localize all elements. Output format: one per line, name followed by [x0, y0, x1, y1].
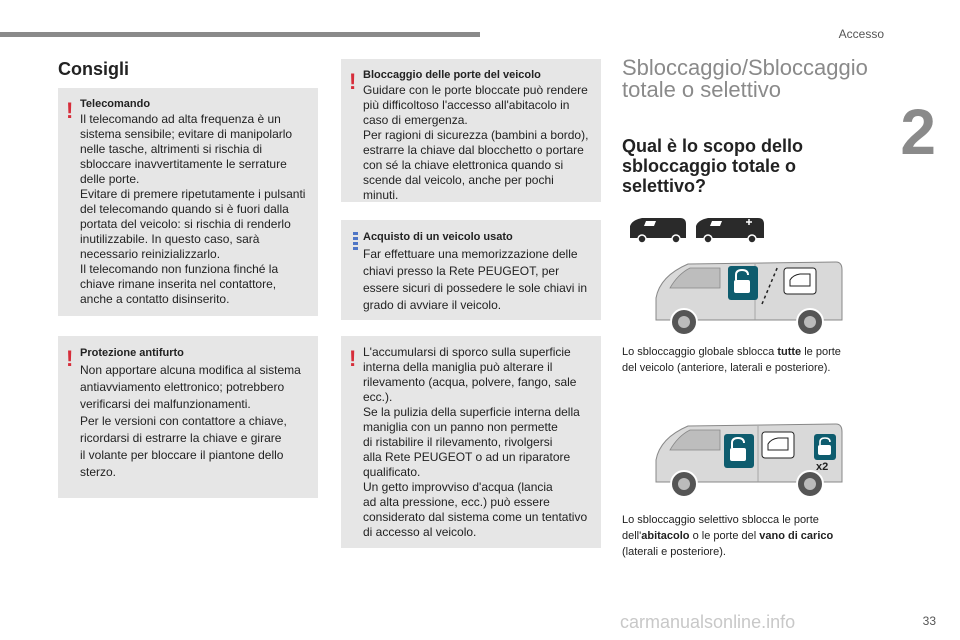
- tip-line: di ristabilire il rilevamento, rivolgersi: [363, 435, 553, 449]
- tip-line: Per le versioni con contattore a chiave,: [80, 414, 287, 428]
- emphasis: vano di carico: [759, 530, 834, 542]
- section-label: Accesso: [838, 27, 884, 41]
- heading-line: sbloccaggio totale o: [622, 156, 797, 176]
- tip-line: di accesso al veicolo.: [363, 525, 477, 539]
- tip-line: ecc.).: [363, 390, 393, 404]
- heading-line: totale o selettivo: [622, 77, 781, 102]
- tip-box-bloccaggio: [341, 59, 601, 202]
- tip-line: sbloccare inavvertitamente le serrature: [80, 157, 287, 171]
- top-rule: [0, 32, 480, 37]
- van-icons: [628, 214, 768, 244]
- tip-line: verificarsi dei malfunzionamenti.: [80, 397, 251, 411]
- tip-line: del telecomando quando si è fuori dalla: [80, 202, 289, 216]
- tip-line: maniglia con un panno non permette: [363, 420, 558, 434]
- tip-line: ricordarsi di estrarre la chiave e girare: [80, 431, 282, 445]
- tip-box-usato: [341, 220, 601, 320]
- tip-line: qualificato.: [363, 465, 421, 479]
- tip-line: chiave rimane inserita nel contattore,: [80, 277, 277, 291]
- tip-line: Il telecomando non funziona finché la: [80, 262, 279, 276]
- tip-line: portata del veicolo: si rischia di renderlo: [80, 217, 291, 231]
- tip-heading: Protezione antifurto: [80, 347, 184, 359]
- key-press-badge: x2: [816, 461, 829, 473]
- warning-icon: !: [349, 346, 357, 371]
- tip-line: Evitare di premere ripetutamente i pulsanti: [80, 187, 306, 201]
- tip-line: antiavviamento elettronico; potrebbero: [80, 380, 285, 394]
- globale-description: Lo sbloccaggio globale sblocca tutte le porte del veicolo (anteriore, laterali e posteriore).: [622, 346, 841, 374]
- tip-line: rilevamento (acqua, polvere, fango, sale: [363, 375, 577, 389]
- tip-box-sporco: [341, 336, 601, 548]
- tip-line: essere sicuri di possedere le sole chiavi in: [363, 281, 588, 295]
- tip-heading: Telecomando: [80, 98, 151, 110]
- car-remote-icon: [762, 432, 794, 458]
- tip-line: anche a contatto disinserito.: [80, 292, 230, 306]
- warning-icon: !: [66, 98, 74, 123]
- question-heading: [622, 136, 852, 196]
- van-selective-unlock-illustration: [650, 420, 845, 502]
- heading-line: Sbloccaggio/Sbloccaggio: [622, 55, 868, 80]
- tip-line: estrarre la chiave dal blocchetto o portare: [363, 143, 584, 157]
- tip-line: ad alta pressione, ecc.) può essere: [363, 495, 550, 509]
- car-remote-icon: [784, 268, 816, 294]
- tip-line: considerato dal sistema come un tentativo: [363, 510, 588, 524]
- tip-box-telecomando: [58, 88, 318, 316]
- info-icon: [353, 232, 358, 252]
- tip-line: L'accumularsi di sporco sulla superficie: [363, 345, 571, 359]
- heading-line: selettivo?: [622, 176, 707, 196]
- tip-line: necessario reinizializzarlo.: [80, 247, 221, 261]
- tip-line: il volante per bloccare il piantone dello: [80, 448, 284, 462]
- tip-line: delle porte.: [80, 172, 140, 186]
- section-heading: [622, 57, 892, 101]
- unlock-icon: [724, 434, 754, 468]
- emphasis: tutte: [777, 346, 802, 358]
- tip-line: Guidare con le porte bloccate può rendere: [363, 83, 588, 97]
- tip-line: alla Rete PEUGEOT o ad un riparatore: [363, 450, 571, 464]
- tip-line: Far effettuare una memorizzazione delle: [363, 247, 578, 261]
- tip-line: nelle tasche, altrimenti si rischia di: [80, 142, 263, 156]
- selettivo-description: Lo sbloccaggio selettivo sblocca le porte dell'abitacolo o le porte del vano di carico (laterali e posteriore).: [622, 514, 834, 558]
- tip-line: interna della maniglia può alterare il: [363, 360, 553, 374]
- unlock-icon: [814, 434, 836, 460]
- tip-line: sterzo.: [80, 465, 117, 479]
- tip-line: più difficoltoso l'accesso all'abitacolo in: [363, 98, 570, 112]
- tip-line: inutilizzabile. In questo caso, sarà: [80, 232, 260, 246]
- heading-line: Qual è lo scopo dello: [622, 136, 804, 156]
- tip-line: scende dal veicolo, anche per pochi: [363, 173, 554, 187]
- van-silhouette-icon: [630, 218, 686, 243]
- tip-line: Il telecomando ad alta frequenza è un: [80, 112, 281, 126]
- tip-box-antifurto: [58, 336, 318, 498]
- tip-line: chiavi presso la Rete PEUGEOT, per: [363, 264, 560, 278]
- warning-icon: !: [349, 69, 357, 94]
- tip-line: con sé la chiave elettronica quando si: [363, 158, 564, 172]
- tip-line: Un getto improvviso d'acqua (lancia: [363, 480, 553, 494]
- tip-heading: Bloccaggio delle porte del veicolo: [363, 69, 541, 81]
- tip-line: grado di avviare il veicolo.: [363, 298, 502, 312]
- watermark: carmanualsonline.info: [620, 612, 796, 632]
- tip-line: Per ragioni di sicurezza (bambini a bordo),: [363, 128, 589, 142]
- page-number: 33: [922, 614, 936, 628]
- warning-icon: !: [66, 346, 74, 371]
- van-silhouette-icon: [696, 218, 764, 243]
- tip-line: sistema sensibile; evitare di manipolarlo: [80, 127, 293, 141]
- tip-line: caso di emergenza.: [363, 113, 468, 127]
- tip-heading: Acquisto di un veicolo usato: [363, 231, 513, 243]
- emphasis: abitacolo: [641, 530, 690, 542]
- tip-line: Non apportare alcuna modifica al sistema: [80, 363, 301, 377]
- chapter-number: 2: [900, 96, 936, 168]
- van-global-unlock-illustration: [650, 258, 845, 340]
- unlock-icon: [728, 266, 758, 300]
- tip-line: Se la pulizia della superficie interna della: [363, 405, 580, 419]
- tip-line: minuti.: [363, 188, 399, 202]
- consigli-title: Consigli: [58, 59, 129, 79]
